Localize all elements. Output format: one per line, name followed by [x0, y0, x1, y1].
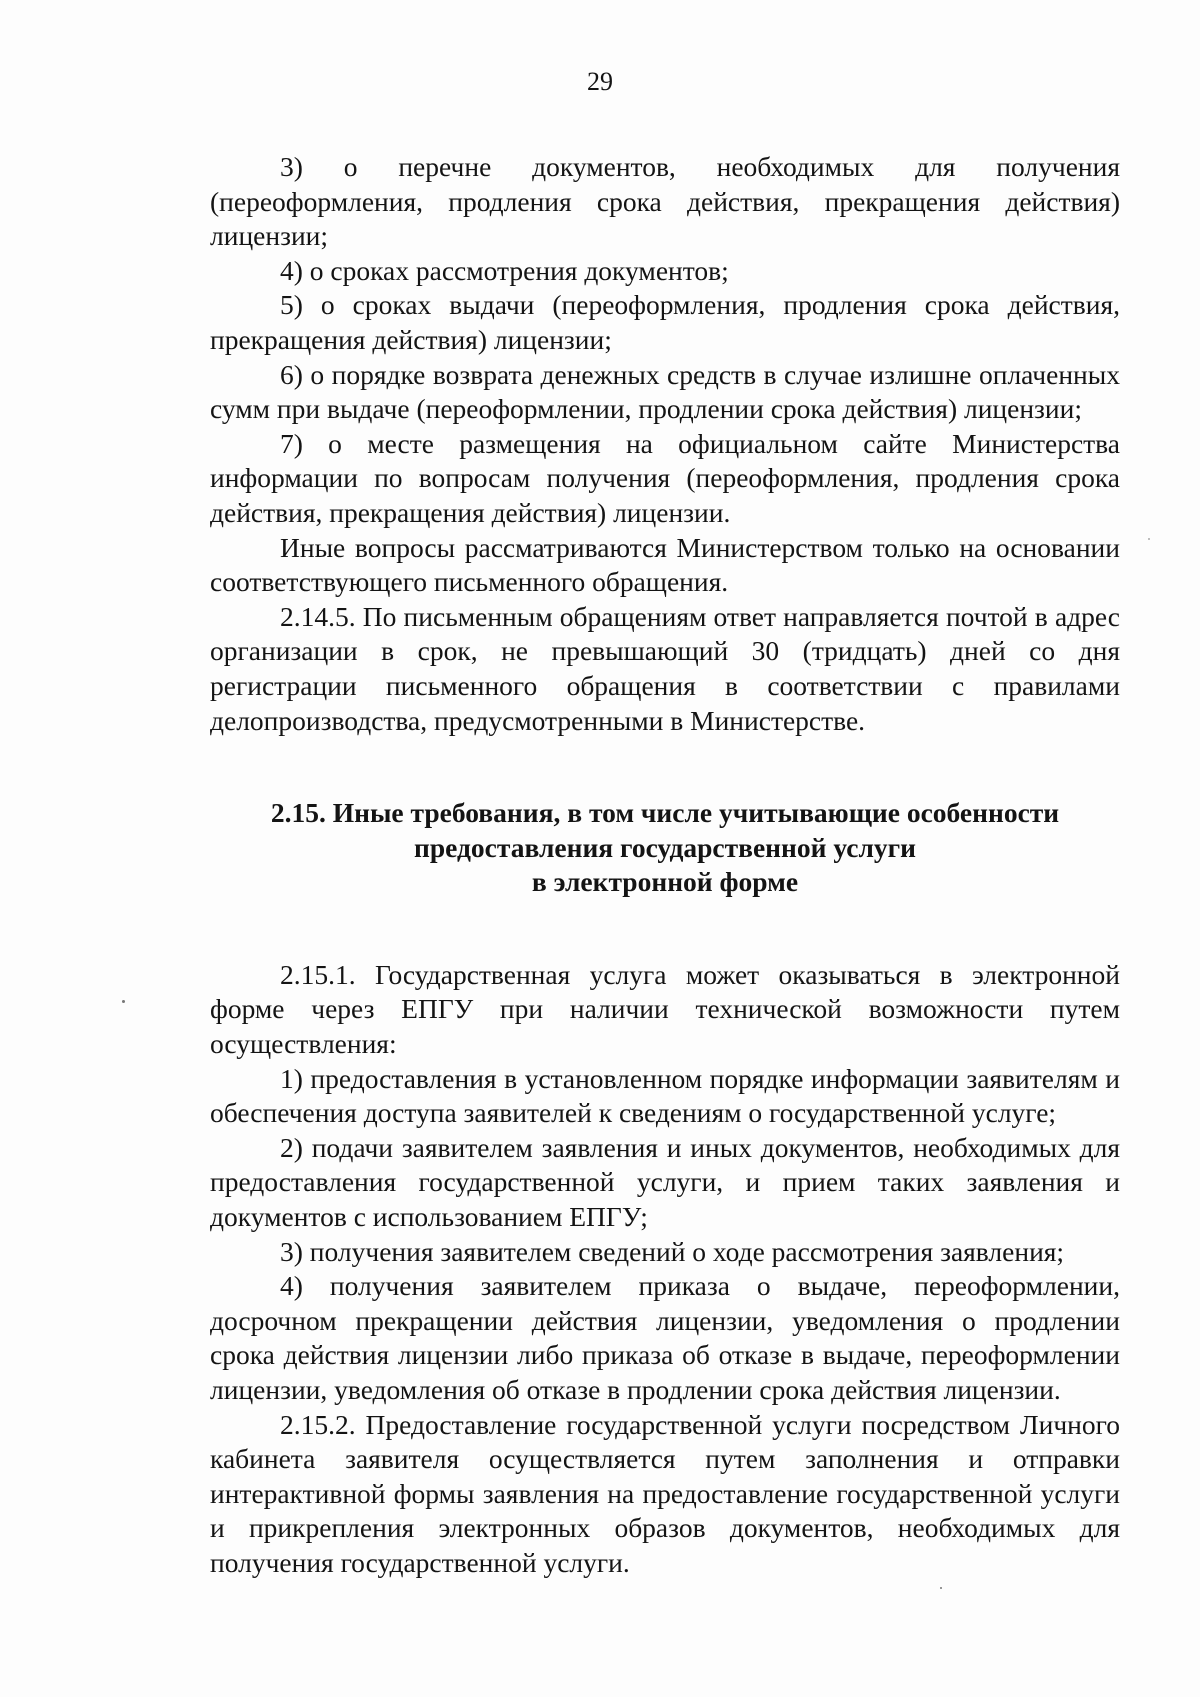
- heading-line-3: в электронной форме: [531, 866, 799, 898]
- page-number: 29: [587, 67, 613, 96]
- section-2-15-2-paragraph: 2.15.2. Предоставление государственной услуги посредством Личного кабинета заявителя осуществляется путем заполнения и отправки интерактивной формы заявления на предоставление государственной услуги и прикрепления электронных образов документов, необходимых для получения государственной услуги.: [210, 1408, 1120, 1578]
- section-2-15-1-paragraph: 2.15.1. Государственная услуга может оказываться в электронной форме через ЕПГУ при наличии технической возможности путем осуществления:: [210, 958, 1120, 1060]
- list-item-4: 4) о сроках рассмотрения документов;: [280, 254, 729, 286]
- scan-speck: [1148, 538, 1150, 540]
- sub-item-4: 4) получения заявителем приказа о выдаче, переоформлении, досрочном прекращении действия лицензии, уведомления о продлении срока действия лицензии либо приказа об отказе в выдаче, переоформлении лицензии, уведомления об отказе в продлении срока действия лицензии.: [210, 1270, 1120, 1405]
- scan-speck: [122, 1000, 125, 1003]
- other-questions-paragraph: Иные вопросы рассматриваются Министерством только на основании соответствующего письменного обращения.: [210, 531, 1120, 598]
- heading-line-1: 2.15. Иные требования, в том числе учитывающие особенности: [270, 797, 1060, 829]
- sub-item-2: 2) подачи заявителем заявления и иных документов, необходимых для предоставления государственной услуги, и прием таких заявления и документов с использованием ЕПГУ;: [210, 1131, 1120, 1233]
- list-item-6: 6) о порядке возврата денежных средств в случае излишне оплаченных сумм при выдаче (переоформлении, продлении срока действия) лицензии;: [210, 358, 1120, 425]
- document-body: [210, 150, 1120, 1581]
- section-2-15-heading: [210, 796, 1120, 900]
- list-item-7: 7) о месте размещения на официальном сайте Министерства информации по вопросам получения (переоформления, продления срока действия, прекращения действия) лицензии.: [210, 427, 1120, 528]
- list-item-3: 3) о перечне документов, необходимых для получения (переоформления, продления срока действия, прекращения действия) лицензии;: [210, 151, 1120, 252]
- scan-speck: [940, 1587, 942, 1589]
- list-item-5: 5) о сроках выдачи (переоформления, продления срока действия, прекращения действия) лицензии;: [210, 289, 1120, 355]
- sub-item-3: 3) получения заявителем сведений о ходе рассмотрения заявления;: [280, 1235, 1065, 1267]
- section-2-14-5-paragraph: 2.14.5. По письменным обращениям ответ направляется почтой в адрес организации в срок, не превышающий 30 (тридцать) дней со дня регистрации письменного обращения в соответствии с правилами делопроизводства, предусмотренными в Министерстве.: [210, 600, 1120, 736]
- sub-item-1: 1) предоставления в установленном порядке информации заявителям и обеспечения доступа заявителей к сведениям о государственной услуге;: [210, 1062, 1120, 1129]
- heading-line-2: предоставления государственной услуги: [414, 831, 916, 863]
